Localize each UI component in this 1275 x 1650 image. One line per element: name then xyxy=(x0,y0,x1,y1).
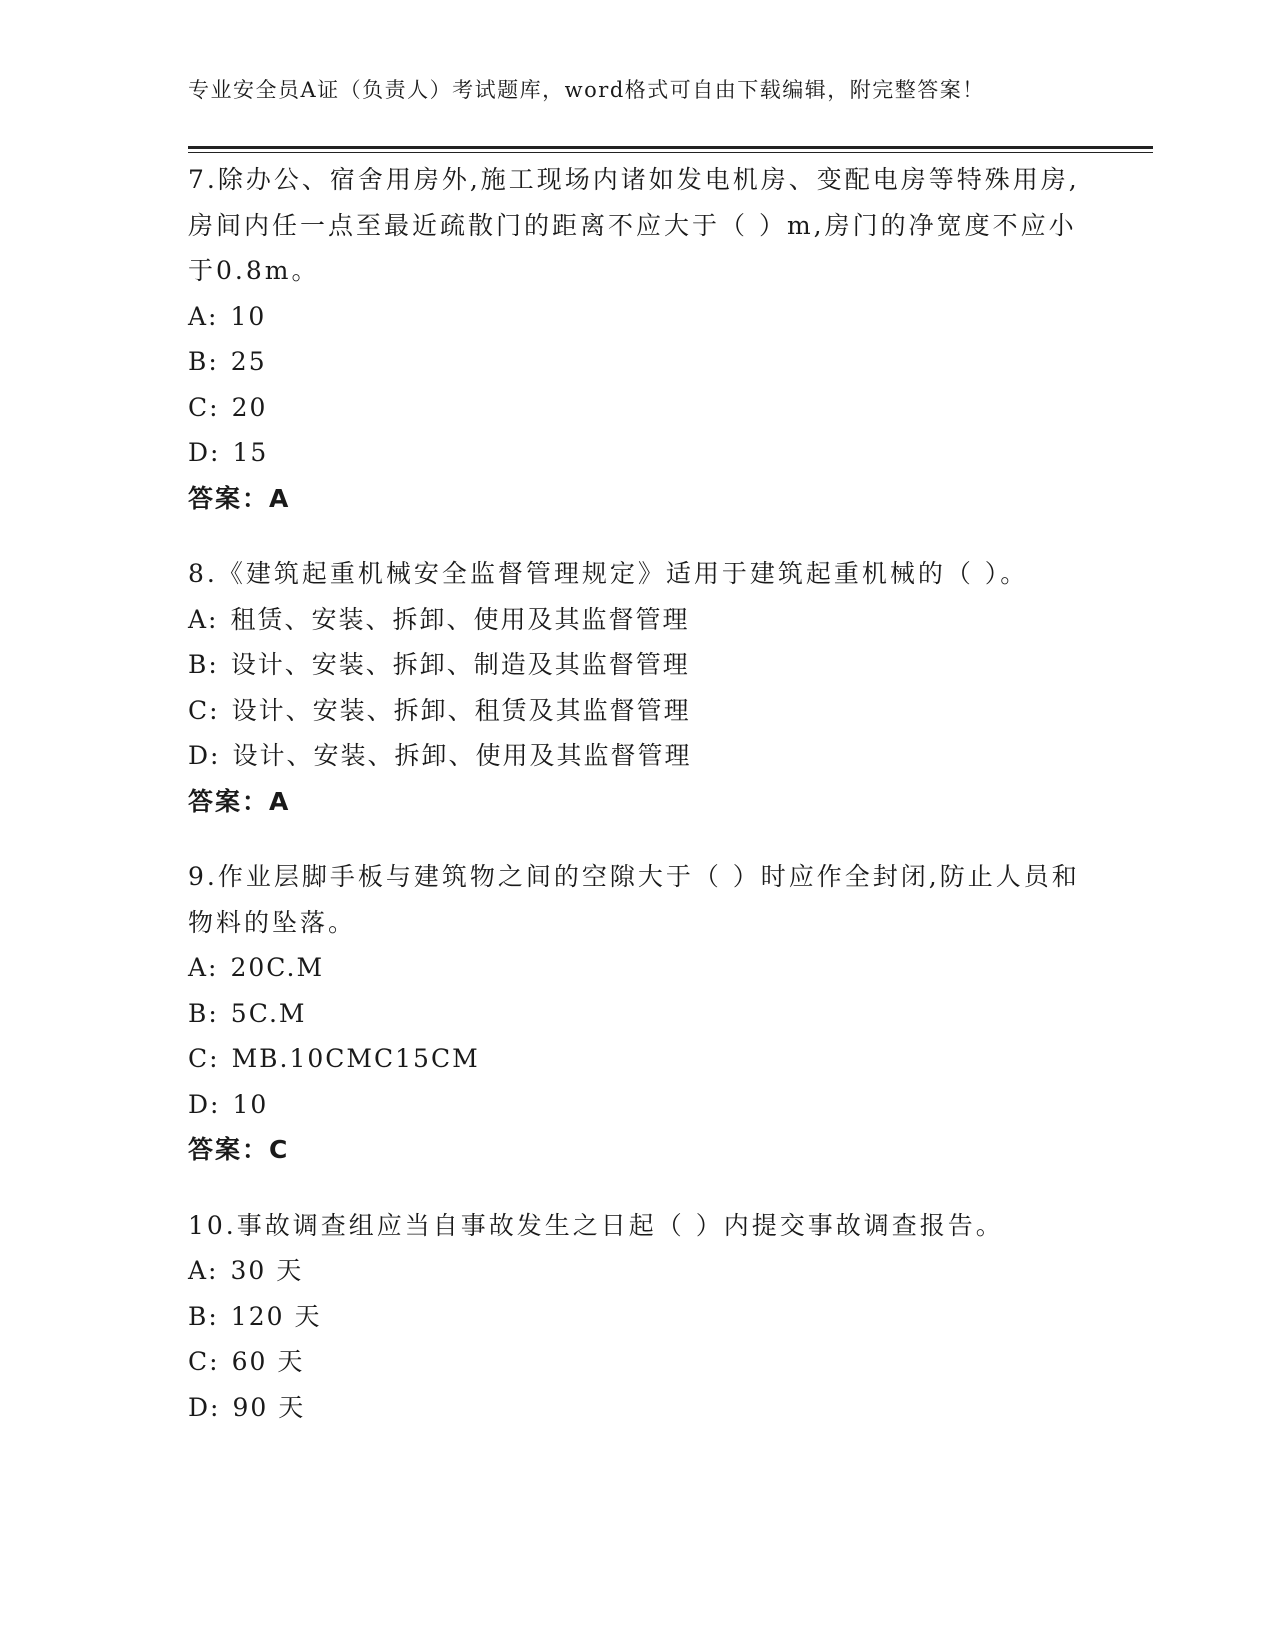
option-value: 90 天 xyxy=(232,1392,306,1422)
option-value: 120 天 xyxy=(230,1301,322,1331)
option-c xyxy=(188,688,1088,734)
question-text: 10.事故调查组应当自事故发生之日起（ ）内提交事故调查报告。 xyxy=(188,1210,1004,1240)
option-a xyxy=(188,597,1088,643)
option-key: A: xyxy=(188,1256,219,1285)
option-key: B: xyxy=(188,347,219,376)
option-key: A: xyxy=(188,301,219,331)
question-7 xyxy=(188,157,1088,521)
question-10 xyxy=(188,1203,1088,1431)
option-value: 设计、安装、拆卸、使用及其监督管理 xyxy=(232,741,692,770)
option-key: C: xyxy=(188,1044,220,1073)
option-value: 10 xyxy=(232,1089,269,1119)
option-a xyxy=(188,1248,1088,1294)
option-value: 10 xyxy=(230,301,267,331)
option-key: D: xyxy=(188,1089,221,1119)
option-b xyxy=(188,1294,1088,1340)
option-value: 设计、安装、拆卸、制造及其监督管理 xyxy=(230,650,690,679)
option-b xyxy=(188,991,1088,1037)
question-text: 9.作业层脚手板与建筑物之间的空隙大于（ ）时应作全封闭,防止人员和物料的坠落。 xyxy=(188,862,1080,937)
option-d xyxy=(188,1082,1088,1128)
option-key: D: xyxy=(188,741,221,770)
header-rule-thick xyxy=(188,146,1153,149)
option-value: 20 xyxy=(231,392,268,422)
option-value: 15 xyxy=(232,438,269,467)
option-d xyxy=(188,430,1088,476)
option-value: 5C.M xyxy=(230,998,307,1028)
option-c xyxy=(188,385,1088,431)
answer-label: 答案：A xyxy=(188,786,291,816)
question-8 xyxy=(188,551,1088,824)
option-key: D: xyxy=(188,438,221,467)
option-key: A: xyxy=(188,604,219,634)
option-key: B: xyxy=(188,650,219,679)
question-list xyxy=(188,157,1088,1460)
question-text: 7.除办公、宿舍用房外,施工现场内诸如发电机房、变配电房等特殊用房,房间内任一点至最近疏散门的距离不应大于（ ）m,房门的净宽度不应小于0.8m。 xyxy=(188,165,1080,285)
page-header: 专业安全员A证（负责人）考试题库，word格式可自由下载编辑，附完整答案！ xyxy=(188,78,985,102)
option-key: B: xyxy=(188,1301,219,1331)
header-rule-thin xyxy=(188,152,1153,153)
option-d xyxy=(188,1385,1088,1431)
option-key: C: xyxy=(188,1347,220,1376)
option-b xyxy=(188,642,1088,688)
answer-label: 答案：C xyxy=(188,1135,290,1164)
option-key: C: xyxy=(188,392,220,422)
option-value: 30 天 xyxy=(230,1256,304,1285)
option-c xyxy=(188,1036,1088,1082)
option-value: 25 xyxy=(230,347,267,376)
option-value: 20C.M xyxy=(230,953,325,982)
question-9 xyxy=(188,854,1088,1173)
option-a xyxy=(188,945,1088,991)
option-value: 设计、安装、拆卸、租赁及其监督管理 xyxy=(231,695,691,725)
option-key: A: xyxy=(188,953,219,982)
option-key: C: xyxy=(188,695,220,725)
answer-label: 答案：A xyxy=(188,483,291,513)
option-value: MB.10CMC15CM xyxy=(231,1044,480,1073)
option-d xyxy=(188,733,1088,779)
option-key: B: xyxy=(188,998,219,1028)
option-b xyxy=(188,339,1088,385)
option-a xyxy=(188,294,1088,340)
option-c xyxy=(188,1339,1088,1385)
option-key: D: xyxy=(188,1392,221,1422)
option-value: 60 天 xyxy=(231,1347,305,1376)
question-text: 8.《建筑起重机械安全监督管理规定》适用于建筑起重机械的（ ）。 xyxy=(188,559,1029,588)
option-value: 租赁、安装、拆卸、使用及其监督管理 xyxy=(230,604,690,634)
